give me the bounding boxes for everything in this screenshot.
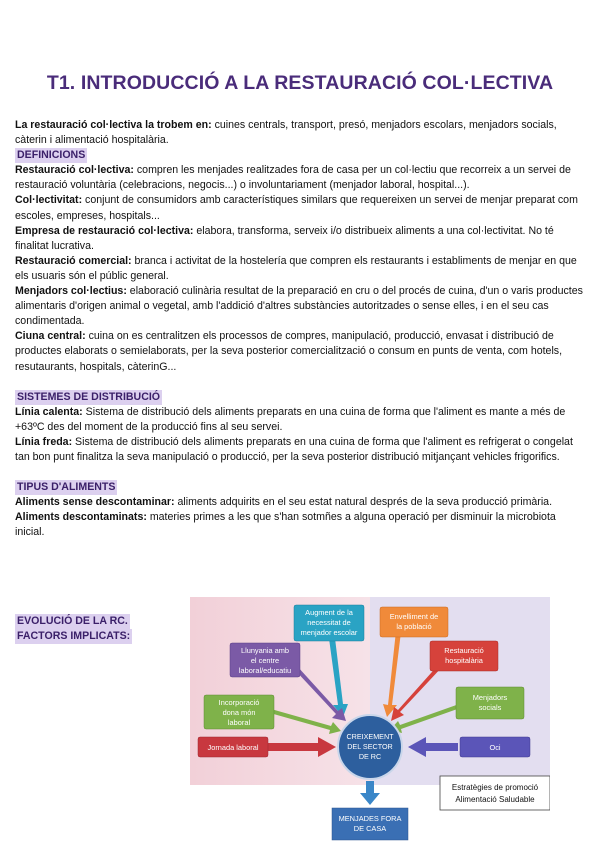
factor-label: dona món bbox=[222, 708, 256, 717]
evolucio-line2: FACTORS IMPLICATS: bbox=[17, 630, 131, 642]
definition-term: Restauració col·lectiva: bbox=[15, 164, 134, 177]
factor-label: necessitat de bbox=[307, 618, 351, 627]
factor-box bbox=[380, 607, 448, 637]
definition-item bbox=[15, 163, 587, 193]
definition-item bbox=[15, 329, 587, 374]
center-label: DE RC bbox=[358, 752, 382, 761]
section-heading-definicions: DEFINICIONS bbox=[15, 148, 87, 163]
result-label: DE CASA bbox=[353, 824, 387, 833]
definition-text: elabora, transforma, serveix i/o distribueix aliments a una col·lectivitat. No té finalitat lucrativa. bbox=[15, 224, 554, 252]
definition-term: Ciuna central: bbox=[15, 330, 86, 343]
factor-box bbox=[198, 737, 268, 757]
intro-term: La restauració col·lectiva la trobem en: bbox=[15, 119, 212, 131]
factor-label: el centre bbox=[250, 656, 280, 665]
factors-diagram bbox=[190, 597, 550, 843]
intro-paragraph bbox=[15, 118, 587, 148]
result-box bbox=[332, 808, 408, 840]
definition-item bbox=[15, 193, 587, 223]
factor-label: Llunyania amb bbox=[240, 646, 290, 655]
center-label: DEL SECTOR bbox=[347, 742, 393, 751]
factor-label: menjador escolar bbox=[300, 628, 358, 637]
food-type-text: materies primes a les que s'han sotmñes a alguna operació per disminuir la microbiota inicial. bbox=[15, 511, 556, 539]
definition-text: elaboració culinària resultat de la preparació en cru o del procés de cuina, d'un o varis productes alimentaris d'origen animal o vegetal, amb l'addició d'altres substàncies autoritzades o sense elles, i en el seu cas condimentada. bbox=[15, 285, 583, 328]
definition-text: conjunt de consumidors amb característiques similars que requereixen un servei de menjar preparat com escoles, empreses, hospitals... bbox=[15, 194, 578, 222]
definition-text: branca i activitat de la hostelería que compren els restaurants i establiments de menjar en que els usuaris són el públic general. bbox=[15, 254, 577, 282]
food-type-text: aliments adquirits en el seu estat natural després de la seva producció primària. bbox=[174, 496, 553, 509]
definition-text: compren les menjades realitzades fora de casa per un col·lectiu que recorreix a un servei de restauració voluntària (celebracions, negocis...) o involuntariament (menjador laboral, hospital...). bbox=[15, 164, 571, 192]
note-label: Alimentació Saludable bbox=[455, 795, 535, 804]
definition-item bbox=[15, 254, 587, 284]
center-circle bbox=[338, 715, 402, 779]
factor-box bbox=[460, 737, 530, 757]
section-heading-tipus: TIPUS D'ALIMENTS bbox=[15, 480, 117, 495]
distribution-term: Línia freda: bbox=[15, 435, 73, 448]
section-heading-evolucio bbox=[15, 614, 132, 644]
food-type-item bbox=[15, 510, 587, 540]
distribution-item bbox=[15, 405, 587, 435]
factor-label: Menjadors bbox=[472, 693, 508, 702]
definition-term: Restauració comercial: bbox=[15, 254, 132, 267]
factor-label: socials bbox=[478, 703, 502, 712]
factor-box bbox=[230, 643, 300, 677]
distribution-text: Sistema de distribució dels aliments preparats en una cuina de forma que l'aliment es mante a més de +63ºC des del moment de la producció fins al seu servei. bbox=[15, 405, 566, 433]
factor-label: la població bbox=[396, 622, 432, 631]
section-heading-sistemes: SISTEMES DE DISTRIBUCIÓ bbox=[15, 390, 162, 405]
evolucio-line1: EVOLUCIÓ DE LA RC. bbox=[17, 615, 128, 627]
factor-label: hospitalària bbox=[445, 656, 483, 665]
factor-box bbox=[204, 695, 274, 729]
definition-term: Col·lectivitat: bbox=[15, 194, 83, 207]
note-label: Estratègies de promoció bbox=[451, 783, 539, 792]
center-label: CREIXEMENT bbox=[346, 732, 394, 741]
definition-term: Menjadors col·lectius: bbox=[15, 285, 127, 298]
factor-box bbox=[294, 605, 364, 641]
food-type-term: Aliments sense descontaminar: bbox=[15, 496, 175, 509]
factor-label: Restauració bbox=[444, 646, 484, 655]
factor-label: Oci bbox=[489, 743, 501, 752]
factor-label: laboral bbox=[227, 718, 251, 727]
definition-term: Empresa de restauració col·lectiva: bbox=[15, 224, 194, 237]
result-label: MENJADES FORA bbox=[338, 814, 402, 823]
page-title: T1. INTRODUCCIÓ A LA RESTAURACIÓ COL·LECTIVA bbox=[46, 72, 554, 94]
factor-label: Augment de la bbox=[305, 608, 353, 617]
definition-item bbox=[15, 224, 587, 254]
distribution-term: Línia calenta: bbox=[15, 405, 83, 418]
distribution-item bbox=[15, 435, 587, 465]
factor-box bbox=[456, 687, 524, 719]
food-type-term: Aliments descontaminats: bbox=[15, 511, 147, 524]
factor-label: Envelliment de bbox=[389, 612, 439, 621]
factor-label: Jornada laboral bbox=[207, 743, 259, 752]
factor-box bbox=[430, 641, 498, 671]
food-type-item bbox=[15, 495, 587, 510]
factor-label: Incorporació bbox=[218, 698, 260, 707]
note-box bbox=[440, 776, 550, 810]
factor-label: laboral/educatiu bbox=[238, 666, 292, 675]
definition-item bbox=[15, 284, 587, 329]
document-body bbox=[15, 118, 587, 540]
intro-text: cuines centrals, transport, presó, menjadors escolars, menjadors socials, càterin i alimentació hospitalària. bbox=[15, 119, 557, 147]
distribution-text: Sistema de distribució dels aliments preparats en una cuina de forma que l'aliment es refrigerat o congelat tan bon punt finalitza la seva manipulació o producció, per la seva posterior distribució mitjançant vehicles frigorifics. bbox=[15, 435, 573, 463]
definition-text: cuina on es centralitzen els processos de compres, manipulació, producció, envasat i distribució de productes elaborats o semielaborats, per la seva posterior comercialització o consum en punts de venta, com hotels, resutaurants, hospitals, càterinG... bbox=[15, 330, 563, 373]
